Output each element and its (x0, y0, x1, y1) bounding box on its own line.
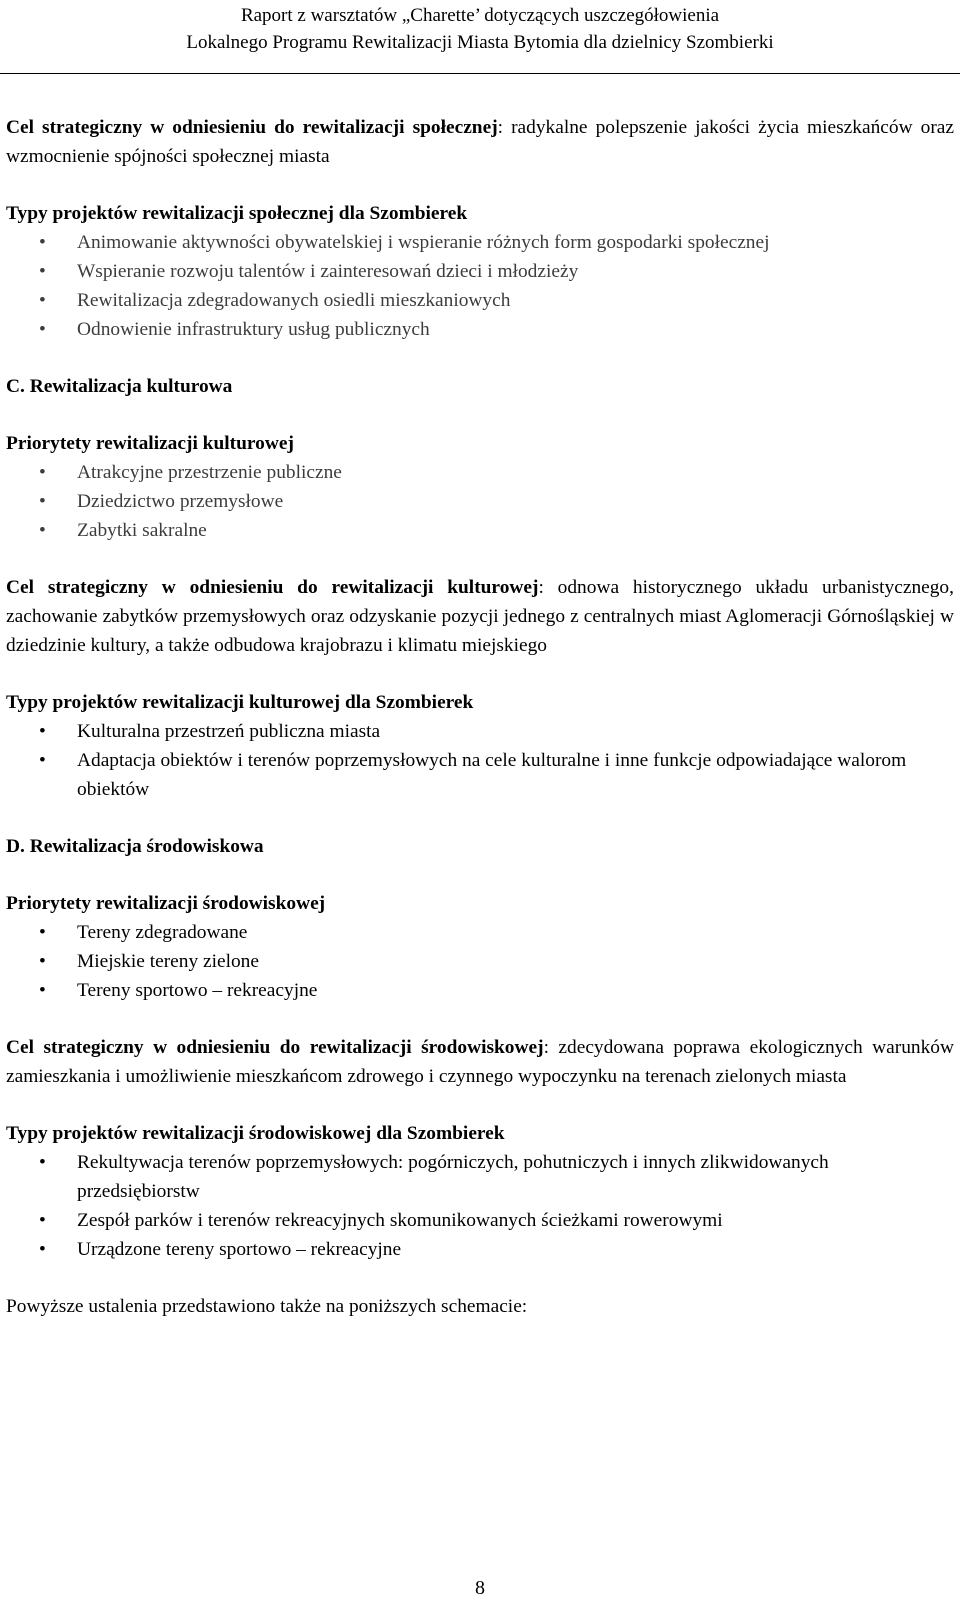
list-item: • Miejskie tereny zielone (6, 947, 954, 976)
bullet-icon: • (39, 319, 46, 340)
list-item: • Rewitalizacja zdegradowanych osiedli mieszkaniowych (6, 286, 954, 315)
list-item: • Odnowienie infrastruktury usług publicznych (6, 315, 954, 344)
list-item: • Tereny zdegradowane (6, 918, 954, 947)
header-line-1: Raport z warsztatów „Charette’ dotyczących uszczegółowienia (240, 5, 720, 26)
bullet-icon: • (39, 491, 46, 512)
cultural-priorities-list (6, 458, 954, 545)
cultural-goal (6, 573, 954, 660)
list-item: • Dziedzictwo przemysłowe (6, 487, 954, 516)
social-projects-heading: Typy projektów rewitalizacji społecznej dla Szombierek (6, 203, 468, 224)
list-item: • Rekultywacja terenów poprzemysłowych: pogórniczych, pohutniczych i innych zlikwidowanych przedsiębiorstw (6, 1148, 954, 1206)
bullet-icon: • (39, 232, 46, 253)
bullet-icon: • (39, 462, 46, 483)
bullet-icon: • (39, 750, 46, 771)
cultural-goal-label: Cel strategiczny w odniesieniu do rewitalizacji kulturowej (6, 577, 539, 598)
document-body (6, 113, 954, 1321)
page-header (0, 0, 960, 74)
cultural-projects-list (6, 717, 954, 804)
list-item: • Zespół parków i terenów rekreacyjnych skomunikowanych ścieżkami rowerowymi (6, 1206, 954, 1235)
bullet-icon: • (39, 1152, 46, 1173)
environmental-projects-heading: Typy projektów rewitalizacji środowiskowej dla Szombierek (6, 1123, 505, 1144)
environmental-priorities-list (6, 918, 954, 1005)
bullet-icon: • (39, 520, 46, 541)
list-item: • Zabytki sakralne (6, 516, 954, 545)
list-item: • Tereny sportowo – rekreacyjne (6, 976, 954, 1005)
list-item: • Adaptacja obiektów i terenów poprzemysłowych na cele kulturalne i inne funkcje odpowiadające walorom obiektów (6, 746, 954, 804)
social-goal-label: Cel strategiczny w odniesieniu do rewitalizacji społecznej (6, 117, 498, 138)
environmental-goal-text: : zdecydowana poprawa ekologicznych warunków zamieszkania i umożliwienie mieszkańcom zdrowego i czynnego wypoczynku na terenach zielonych miasta (6, 1037, 954, 1087)
environmental-section-heading: D. Rewitalizacja środowiskowa (6, 836, 264, 857)
environmental-projects-list (6, 1148, 954, 1264)
social-goal-text: : radykalne polepszenie jakości życia mieszkańców oraz wzmocnienie spójności społecznej miasta (6, 117, 954, 167)
bullet-icon: • (39, 290, 46, 311)
header-line-2: Lokalnego Programu Rewitalizacji Miasta Bytomia dla dzielnicy Szombierki (186, 32, 774, 53)
cultural-goal-text: : odnowa historycznego układu urbanistycznego, zachowanie zabytków przemysłowych oraz odzyskanie pozycji jednego z centralnych miast Aglomeracji Górnośląskiej w dziedzinie kultury, a także odbudowa krajobrazu i klimatu miejskiego (6, 577, 954, 656)
cultural-priorities-heading: Priorytety rewitalizacji kulturowej (6, 433, 294, 454)
bullet-icon: • (39, 922, 46, 943)
cultural-section-heading: C. Rewitalizacja kulturowa (6, 376, 233, 397)
bullet-icon: • (39, 721, 46, 742)
environmental-priorities-heading: Priorytety rewitalizacji środowiskowej (6, 893, 326, 914)
cultural-projects-heading: Typy projektów rewitalizacji kulturowej dla Szombierek (6, 692, 474, 713)
list-item: • Wspieranie rozwoju talentów i zainteresowań dzieci i młodzieży (6, 257, 954, 286)
list-item: • Kulturalna przestrzeń publiczna miasta (6, 717, 954, 746)
social-projects-list (6, 228, 954, 344)
closing-paragraph: Powyższe ustalenia przedstawiono także na poniższych schemacie: (6, 1296, 528, 1317)
social-goal (6, 113, 954, 171)
bullet-icon: • (39, 980, 46, 1001)
bullet-icon: • (39, 261, 46, 282)
list-item: • Animowanie aktywności obywatelskiej i wspieranie różnych form gospodarki społecznej (6, 228, 954, 257)
environmental-goal-label: Cel strategiczny w odniesieniu do rewitalizacji środowiskowej (6, 1037, 544, 1058)
bullet-icon: • (39, 1239, 46, 1260)
bullet-icon: • (39, 951, 46, 972)
list-item: • Atrakcyjne przestrzenie publiczne (6, 458, 954, 487)
list-item: • Urządzone tereny sportowo – rekreacyjne (6, 1235, 954, 1264)
environmental-goal (6, 1033, 954, 1091)
bullet-icon: • (39, 1210, 46, 1231)
page-number: 8 (475, 1577, 485, 1599)
